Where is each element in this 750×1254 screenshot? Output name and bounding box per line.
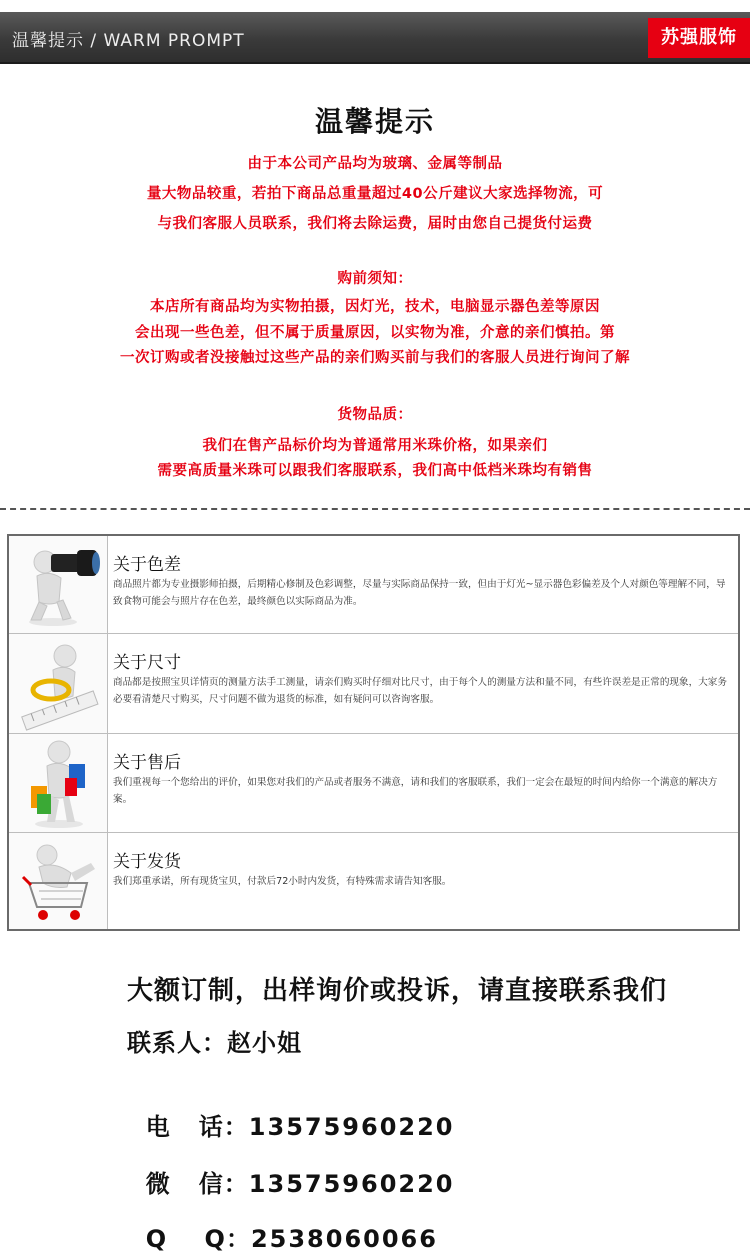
contact-qq [127,1191,438,1254]
info-table [7,534,740,931]
notice-line: 会出现一些色差，但不属于质量原因，以实物为准，介意的亲们慎拍。第 [135,325,615,341]
notice-line: 由于本公司产品均为玻璃、金属等制品 [247,156,503,172]
brand-badge: 苏强服饰 [648,18,750,58]
info-body: 我们郑重承诺，所有现货宝贝，付款后72小时内发货，有特殊需求请告知客服。 [113,876,452,887]
notice-title: 温馨提示 [314,105,435,138]
header-bar [0,12,750,64]
notice-line: 一次订购或者没接触过这些产品的亲们购买前与我们的客服人员进行询问了解 [120,350,630,366]
info-row-color [9,536,738,634]
contact-person-label: 联系人： [127,1029,227,1057]
contact-phone-label: 电 话： [145,1113,249,1141]
shopping-bags-figure-icon [9,734,108,832]
notice-line: 本店所有商品均为实物拍摄，因灯光，技术，电脑显示器色差等原因 [150,299,600,315]
info-title: 关于尺寸 [113,653,181,673]
contact-person-name: 赵小姐 [227,1029,302,1057]
notice-line: 量大物品较重，若拍下商品总重量超过40公斤建议大家选择物流，可 [146,186,604,202]
contact-headline: 大额订制，出样询价或投诉，请直接联系我们 [127,976,668,1006]
dashed-divider [0,508,750,510]
info-row-aftersale [9,734,738,833]
notice-line: 我们在售产品标价均为普通常用米珠价格，如果亲们 [202,438,548,454]
contact-phone [127,1079,455,1142]
contact-person [127,1023,302,1058]
contact-wechat-label: 微 信： [145,1170,249,1198]
info-title: 关于色差 [113,555,181,575]
shopping-cart-figure-icon [9,833,108,929]
contact-phone-number: 13575960220 [248,1113,455,1141]
info-body: 我们重视每一个您给出的评价，如果您对我们的产品或者服务不满意，请和我们的客服联系，我们一定会在最短的时间内给你一个满意的解决方案。 [113,777,718,805]
info-body: 商品都是按照宝贝详情页的测量方法手工测量，请亲们购买时仔细对比尺寸，由于每个人的测量方法和量不同，有些许误差是正常的现象，大家务必要看清楚尺寸购买，尺寸问题不做为退货的标准，如有疑问可以咨询客服。 [113,677,727,705]
info-body: 商品照片都为专业摄影师拍摄，后期精心修制及色彩调整，尽量与实际商品保持一致，但由于灯光~显示器色彩偏差及个人对颜色等理解不同，导致食物可能会与照片存在色差，最终颜色以实际商品为准。 [113,579,726,607]
info-row-size [9,634,738,734]
ruler-figure-icon [9,634,108,733]
notice-line: 与我们客服人员联系，我们将去除运费，届时由您自己提货付运费 [157,216,593,232]
info-row-shipping [9,833,738,929]
info-title: 关于发货 [113,852,181,872]
contact-qq-label: Q Q： [145,1225,251,1253]
header-title: 温馨提示 / WARM PROMPT [12,31,245,51]
notice-heading: 购前须知： [337,271,413,287]
info-title: 关于售后 [113,753,181,773]
contact-wechat [127,1136,455,1199]
notice-line: 需要高质量米珠可以跟我们客服联系，我们高中低档米珠均有销售 [157,463,593,479]
contact-qq-number: 2538060066 [250,1225,438,1253]
camera-figure-icon [9,536,108,633]
notice-heading: 货物品质： [337,407,413,423]
contact-wechat-number: 13575960220 [248,1170,455,1198]
